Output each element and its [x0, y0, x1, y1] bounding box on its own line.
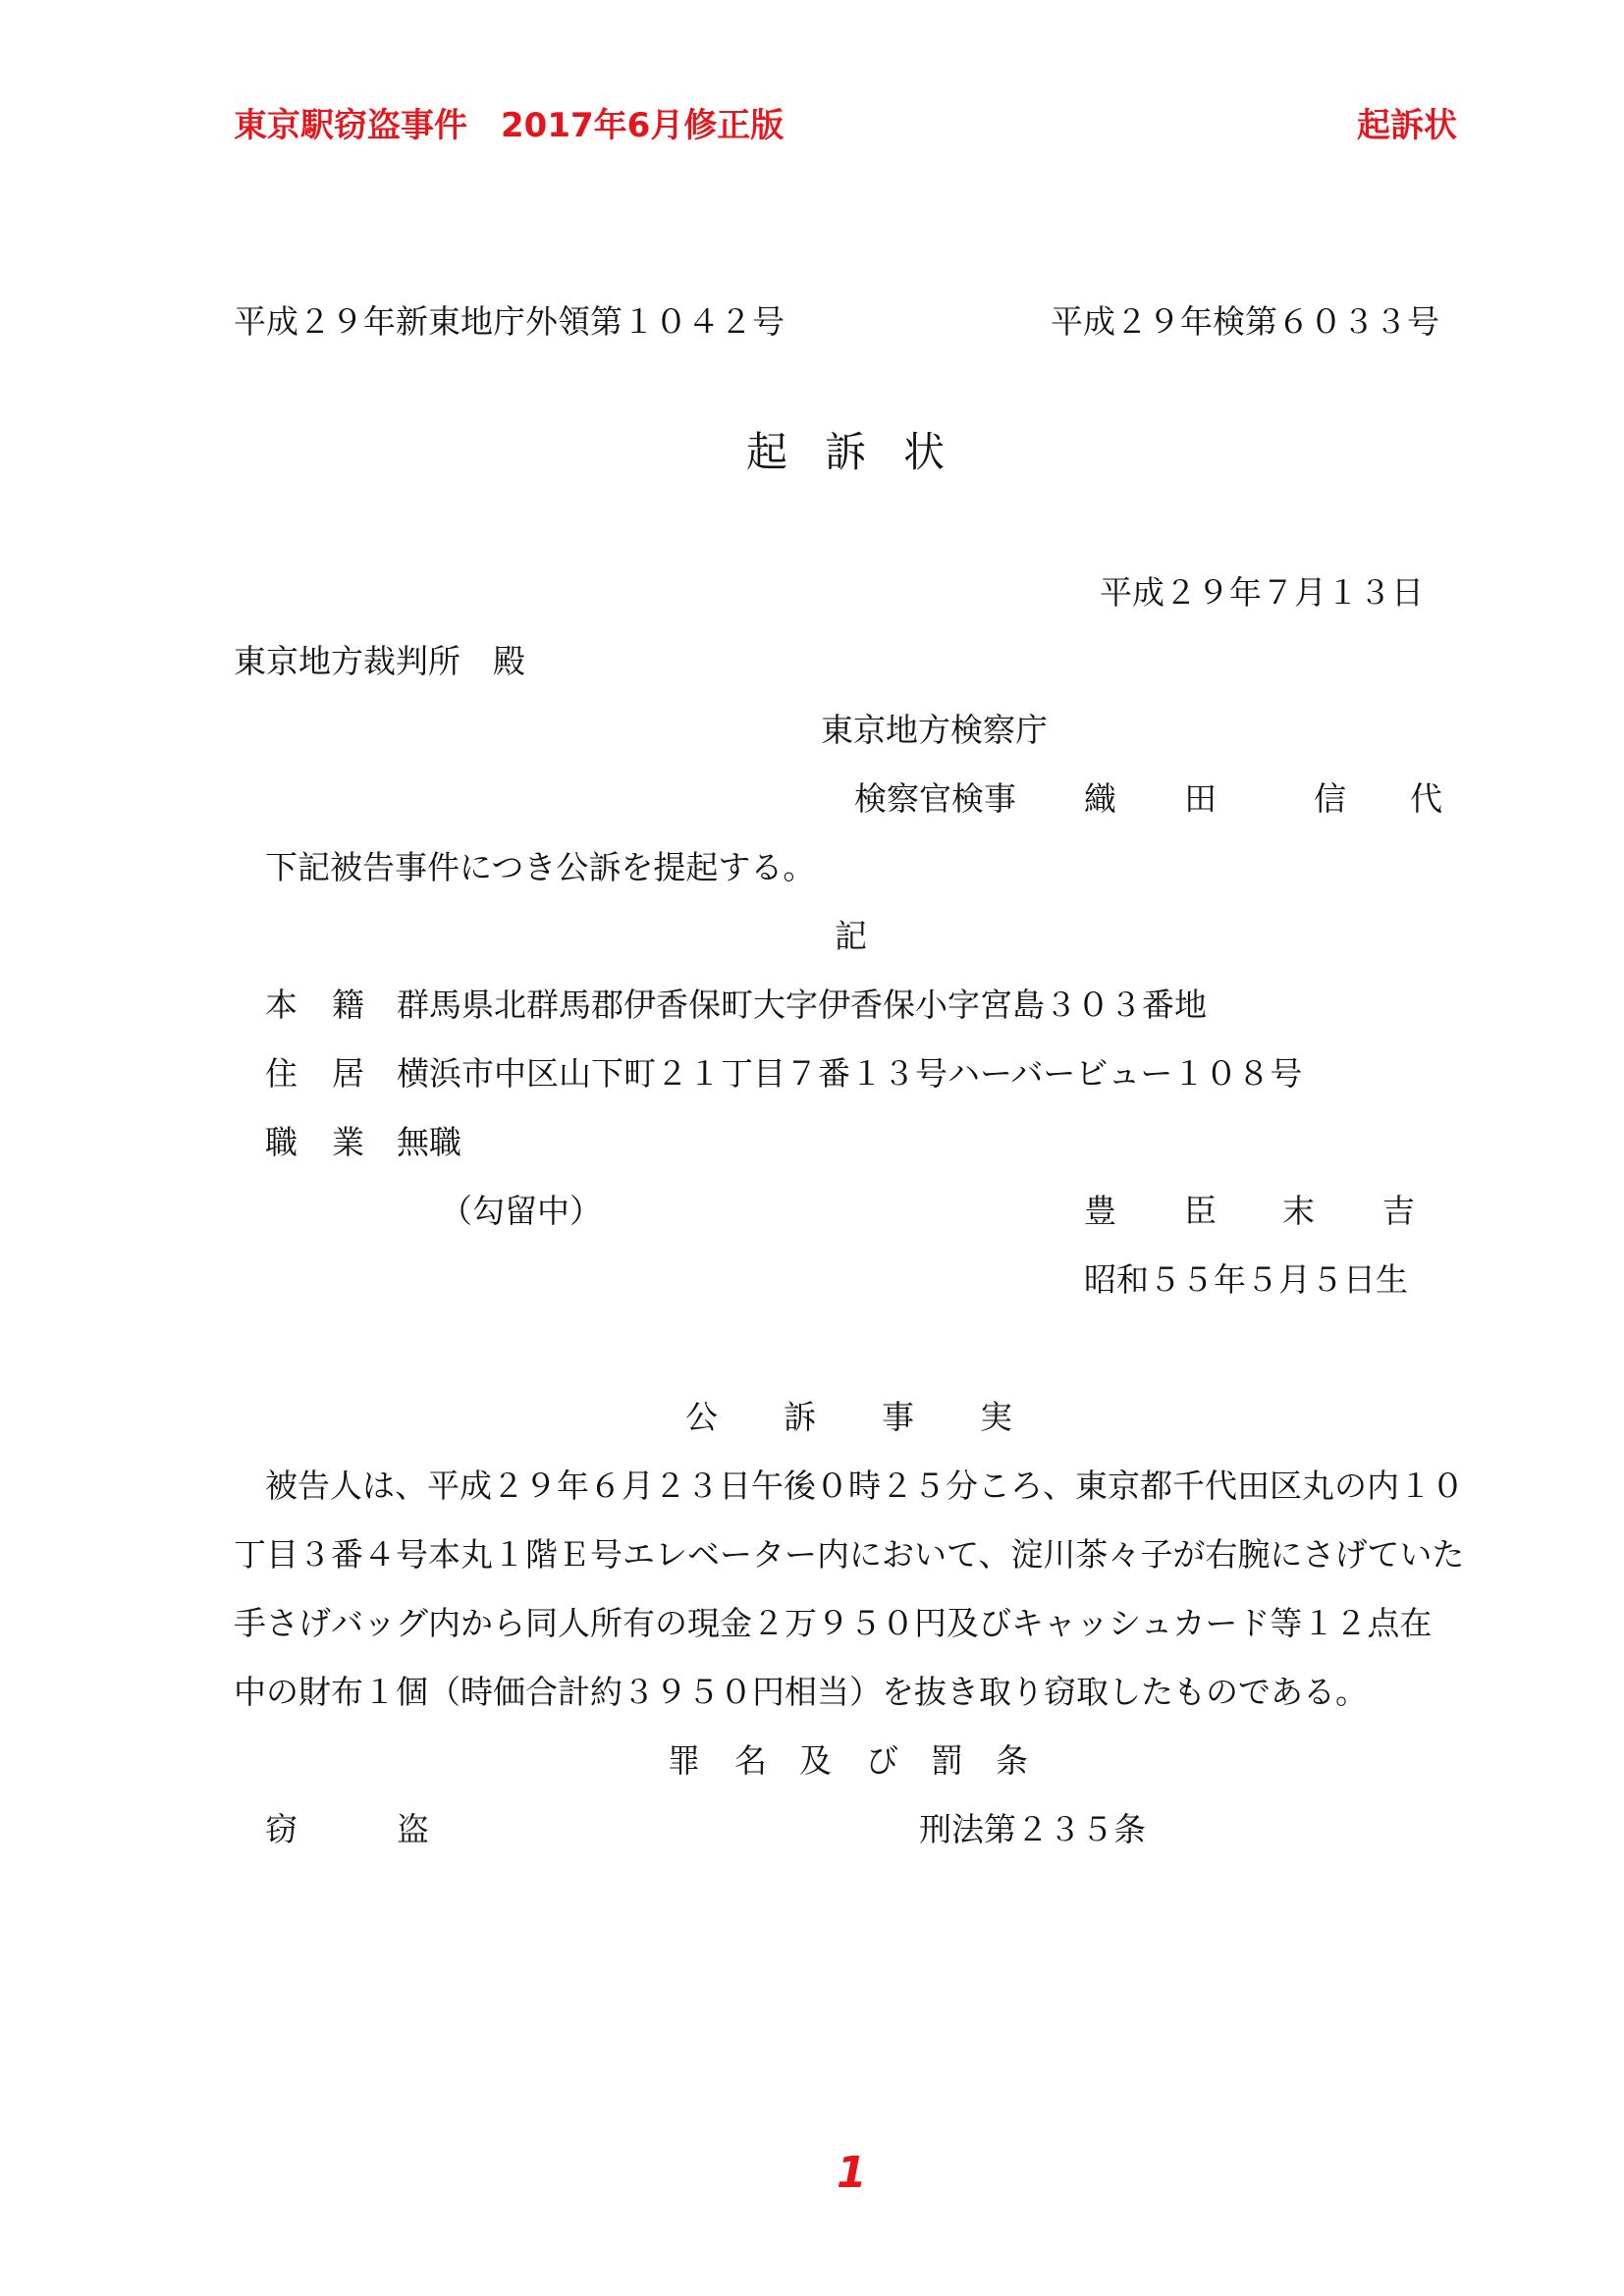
facts-heading-2: 訴: [784, 1398, 816, 1436]
custody-status: （勾留中）: [440, 1192, 602, 1230]
reference-right: 平成２９年検第６０３３号: [1051, 302, 1439, 341]
defendant-name-2: 臣: [1184, 1192, 1217, 1230]
shokugyo-label-2: 業: [332, 1123, 364, 1161]
document-date: 平成２９年７月１３日: [1100, 573, 1424, 612]
crime-name-1: 窃: [265, 1810, 298, 1848]
prosecutor-name-3: 信: [1314, 779, 1346, 818]
shokugyo-label-1: 職: [265, 1123, 298, 1161]
charge-heading-4: び: [866, 1741, 898, 1780]
document-title: 起訴状: [746, 428, 983, 476]
court-addressee: 東京地方裁判所 殿: [234, 642, 525, 680]
defendant-name-3: 末: [1282, 1192, 1315, 1230]
charge-heading-3: 及: [799, 1741, 832, 1780]
charge-heading-5: 罰: [931, 1741, 963, 1780]
facts-heading-1: 公: [685, 1398, 718, 1436]
defendant-birth: 昭和５５年５月５日生: [1084, 1260, 1408, 1299]
header-right: 起訴状: [1357, 106, 1457, 145]
jukyo-label-1: 住: [265, 1054, 298, 1093]
defendant-name-1: 豊: [1084, 1192, 1116, 1230]
prosecutor-name-1: 織: [1084, 779, 1116, 818]
prosecutor-office: 東京地方検察庁: [821, 711, 1048, 749]
shokugyo-value: 無職: [397, 1123, 461, 1161]
honseki-label-1: 本: [265, 986, 298, 1024]
prosecutor-name-4: 代: [1410, 779, 1442, 818]
facts-line-3: 手さげバッグ内から同人所有の現金２万９５０円及びキャッシュカード等１２点在: [234, 1604, 1433, 1642]
facts-line-1: 被告人は、平成２９年６月２３日午後０時２５分ころ、東京都千代田区丸の内１０: [265, 1467, 1464, 1505]
prosecutor-position: 検察官検事: [854, 779, 1016, 818]
honseki-value: 群馬県北群馬郡伊香保町大字伊香保小字宮島３０３番地: [397, 986, 1207, 1024]
defendant-name-4: 吉: [1382, 1192, 1415, 1230]
charge-heading-1: 罪: [668, 1741, 700, 1780]
facts-heading-3: 事: [882, 1398, 914, 1436]
honseki-label-2: 籍: [332, 986, 364, 1024]
applicable-law: 刑法第２３５条: [919, 1810, 1146, 1848]
page-number: 1: [837, 2148, 867, 2198]
charge-heading-2: 名: [734, 1741, 767, 1780]
intro-text: 下記被告事件につき公訴を提起する。: [265, 848, 816, 886]
header-left: 東京駅窃盗事件 2017年6月修正版: [234, 106, 785, 145]
record-mark: 記: [835, 917, 867, 955]
facts-heading-4: 実: [980, 1398, 1012, 1436]
facts-line-2: 丁目３番４号本丸１階Ｅ号エレベーター内において、淀川茶々子が右腕にさげていた: [234, 1535, 1465, 1574]
reference-left: 平成２９年新東地庁外領第１０４２号: [234, 302, 785, 341]
crime-name-2: 盗: [397, 1810, 429, 1848]
charge-heading-6: 条: [996, 1741, 1028, 1780]
prosecutor-name-2: 田: [1184, 779, 1217, 818]
jukyo-label-2: 居: [332, 1054, 364, 1093]
jukyo-value: 横浜市中区山下町２１丁目７番１３号ハーバービュー１０８号: [397, 1054, 1303, 1093]
facts-line-4: 中の財布１個（時価合計約３９５０円相当）を抜き取り窃取したものである。: [234, 1673, 1368, 1711]
